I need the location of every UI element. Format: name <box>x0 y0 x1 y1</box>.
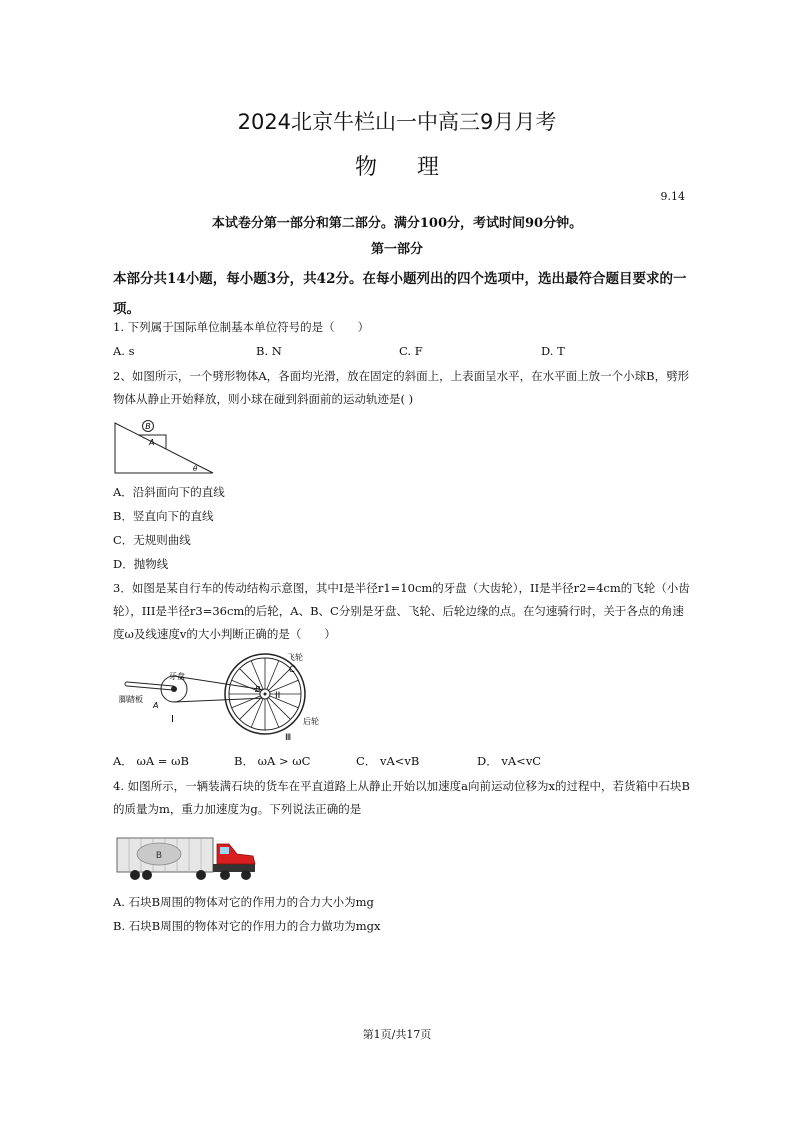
q2-option-d: D．抛物线 <box>113 557 169 571</box>
pedal-label: 脚踏板 <box>119 695 143 704</box>
truck-figure <box>113 832 265 886</box>
roman-i-label: I <box>171 714 174 725</box>
bicycle-transmission-figure <box>113 648 323 743</box>
ball-label: B <box>145 422 151 431</box>
point-c-label: C <box>289 665 296 675</box>
roman-ii-label: II <box>275 691 281 701</box>
point-b-label: B <box>255 685 261 694</box>
q4-option-b: B. 石块B周围的物体对它的作用力的合力做功为mgx <box>113 919 381 933</box>
page-footer: 第1页/共17页 <box>362 1028 432 1041</box>
q3-option-b: B． ωA > ωC <box>234 754 311 768</box>
wedge-label: A <box>149 438 155 447</box>
q2-option-b: B．竖直向下的直线 <box>113 509 214 523</box>
exam-title: 2024北京牛栏山一中高三9月月考 <box>237 110 557 134</box>
question-1-options <box>113 344 693 362</box>
q3-option-c: C． vA<vB <box>356 754 420 768</box>
question-3-options <box>113 753 693 771</box>
wedge-figure <box>113 418 217 476</box>
q1-option-a: A. s <box>113 344 135 358</box>
q4-option-a: A. 石块B周围的物体对它的作用力的合力大小为mg <box>113 895 374 909</box>
question-2-stem: 2、如图所示，一个劈形物体A，各面均光滑，放在固定的斜面上，上表面呈水平，在水平面上放一个小球B，劈形物体从静止开始释放，则小球在碰到斜面前的运动轨迹是( ) <box>113 369 690 406</box>
chainring-label: 牙盘 <box>169 672 185 681</box>
stone-label: B <box>155 851 163 861</box>
question-4-stem: 4. 如图所示，一辆装满石块的货车在平直道路上从静止开始以加速度a向前运动位移为x的过程中，若货箱中石块B的质量为m，重力加速度为g。下列说法正确的是 <box>113 779 690 816</box>
q3-option-d: D． vA<vC <box>477 754 542 768</box>
subject-title: 物理 <box>354 155 479 180</box>
q2-option-a: A．沿斜面向下的直线 <box>113 485 225 499</box>
wheel-spoke <box>267 661 279 690</box>
q1-option-b: B. N <box>256 344 282 358</box>
part-instructions: 本部分共14小题，每小题3分，共42分。在每小题列出的四个选项中，选出最符合题目要求的一项。 <box>113 271 687 317</box>
question-1-stem: 1. 下列属于国际单位制基本单位符号的是（ ） <box>113 320 370 334</box>
point-a-label: A <box>153 701 159 710</box>
wheel-spoke <box>267 699 279 728</box>
question-3-stem: 3．如图是某自行车的传动结构示意图，其中I是半径r1=10cm的牙盘（大齿轮），II是半径r2=4cm的飞轮（小齿轮），III是半径r3=36cm的后轮，A、B、C分别是牙盘、飞轮、后轮边缘的点。在匀速骑行时，关于各点的角速度ω及线速度v的大小判断正确的是（ ） <box>113 581 690 641</box>
wheel-spoke <box>269 669 291 691</box>
roman-iii-label: Ⅲ <box>285 733 292 743</box>
wheel-spoke <box>270 680 299 692</box>
exam-intro: 本试卷分第一部分和第二部分。满分100分，考试时间90分钟。 <box>211 216 583 231</box>
wheel-spoke <box>240 698 262 720</box>
wheel-spoke <box>232 696 261 708</box>
q1-option-d: D. T <box>541 344 565 358</box>
q1-option-c: C. F <box>399 344 423 358</box>
exam-date: 9.14 <box>660 190 685 203</box>
q2-option-c: C．无规则曲线 <box>113 533 191 547</box>
angle-label: θ <box>193 465 198 473</box>
q3-option-a: A． ωA = ωB <box>113 754 189 768</box>
part-heading: 第一部分 <box>370 242 423 257</box>
wheel-spoke <box>251 699 263 728</box>
rear-wheel-label: 后轮 <box>303 717 319 726</box>
flywheel-label: 飞轮 <box>287 653 303 662</box>
wheel-spoke <box>270 696 299 708</box>
